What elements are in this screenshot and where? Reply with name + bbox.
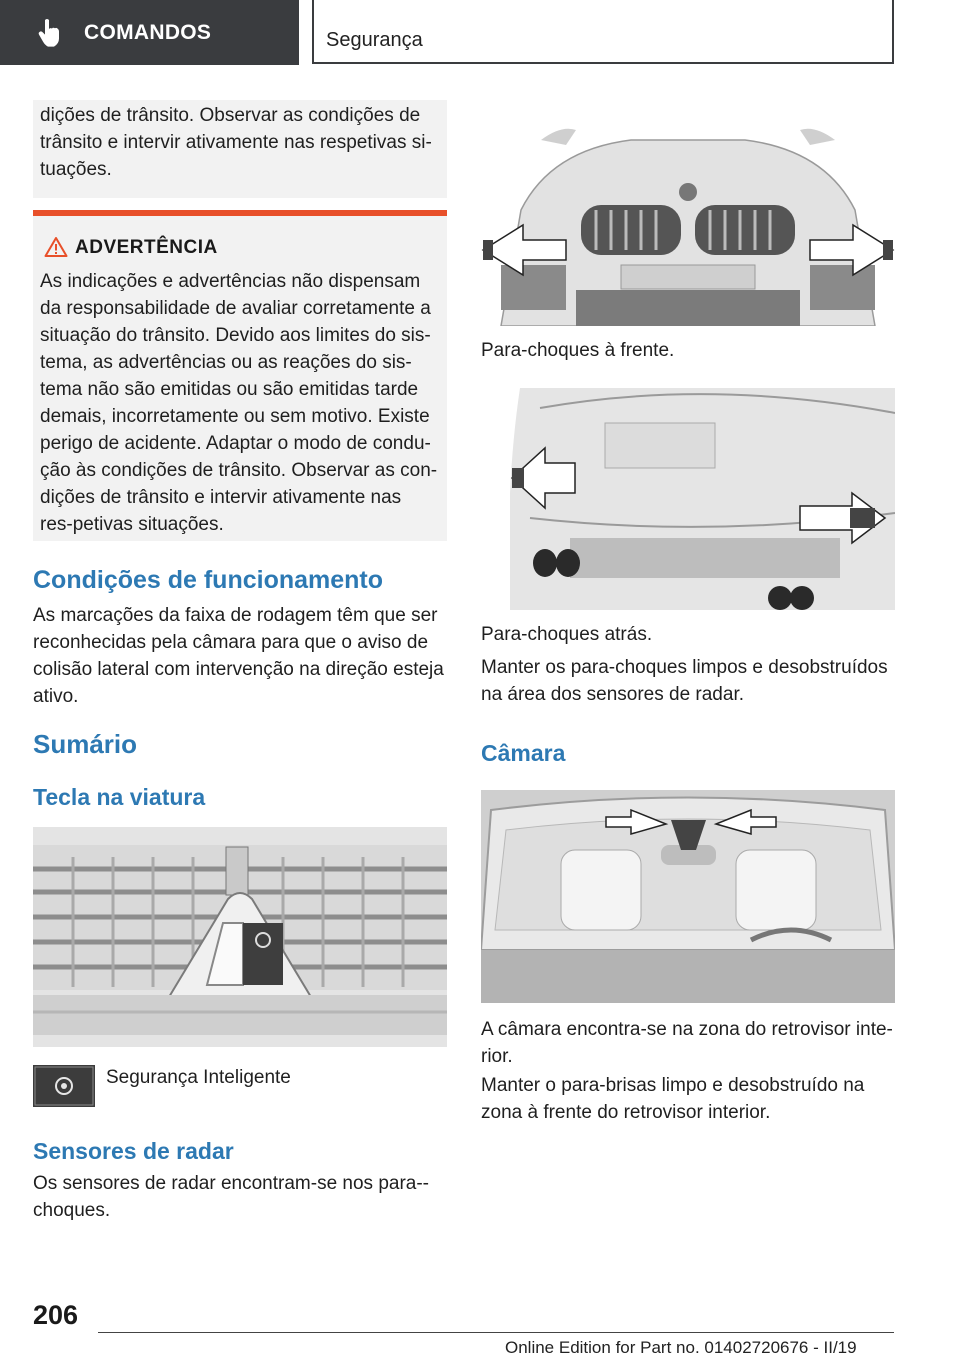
warning-title: ADVERTÊNCIA — [75, 237, 218, 258]
section-tab — [0, 0, 299, 65]
rear-bumper-caption: Para-choques atrás. — [481, 624, 653, 645]
heading-button: Tecla na viatura — [33, 784, 206, 810]
intro-box-text: dições de trânsito. Observar as condições de trânsito e intervir ativamente nas respetivas si-tuações. — [40, 105, 432, 180]
camera-caption: A câmara encontra-se na zona do retrovisor inte-rior. — [481, 1019, 893, 1067]
section-title: Segurança — [326, 29, 423, 51]
front-bumper-caption: Para-choques à frente. — [481, 340, 675, 361]
bumper-text: Manter os para-choques limpos e desobstruídos na área dos sensores de radar. — [481, 657, 888, 705]
heading-summary: Sumário — [33, 729, 138, 759]
intelligent-safety-button-icon — [33, 1065, 95, 1107]
heading-camera: Câmara — [481, 740, 566, 766]
front-bumper-illustration — [481, 100, 895, 326]
warning-triangle-icon — [44, 236, 68, 258]
warning-text: As indicações e advertências não dispensam da responsabilidade de avaliar corretamente a situação do trânsito. Devido aos limites do sis-tema, as advertências ou as reações do sis-tema não são emitidas ou são emitidas tarde demais, incorretamente ou sem motivo. Existe perigo de acidente. Adaptar o modo de condu-ção às condições de trânsito. Observar as con-dições de trânsito e intervir ativamente nas res-petivas situações. — [40, 271, 438, 535]
section-title-box — [312, 0, 894, 64]
camera-text: Manter o para-brisas limpo e desobstruído na zona à frente do retrovisor interior. — [481, 1075, 865, 1123]
heading-conditions: Condições de funcionamento — [33, 566, 384, 594]
grille-button-illustration — [33, 827, 447, 1047]
radar-text: Os sensores de radar encontram-se nos para--choques. — [33, 1173, 430, 1221]
footer-divider — [98, 1332, 894, 1333]
heading-radar: Sensores de radar — [33, 1138, 234, 1164]
section-tab-label: COMANDOS — [84, 20, 212, 44]
camera-illustration — [481, 790, 895, 1003]
button-caption: Segurança Inteligente — [106, 1067, 291, 1088]
hand-pointer-icon — [38, 18, 62, 48]
footer-edition: Online Edition for Part no. 01402720676 - II/19 — [505, 1338, 857, 1357]
page-number: 206 — [33, 1300, 79, 1330]
rear-bumper-illustration — [510, 388, 895, 610]
conditions-text: As marcações da faixa de rodagem têm que ser reconhecidas pela câmara para que o aviso de colisão lateral com intervenção na direção esteja ativo. — [33, 605, 444, 707]
